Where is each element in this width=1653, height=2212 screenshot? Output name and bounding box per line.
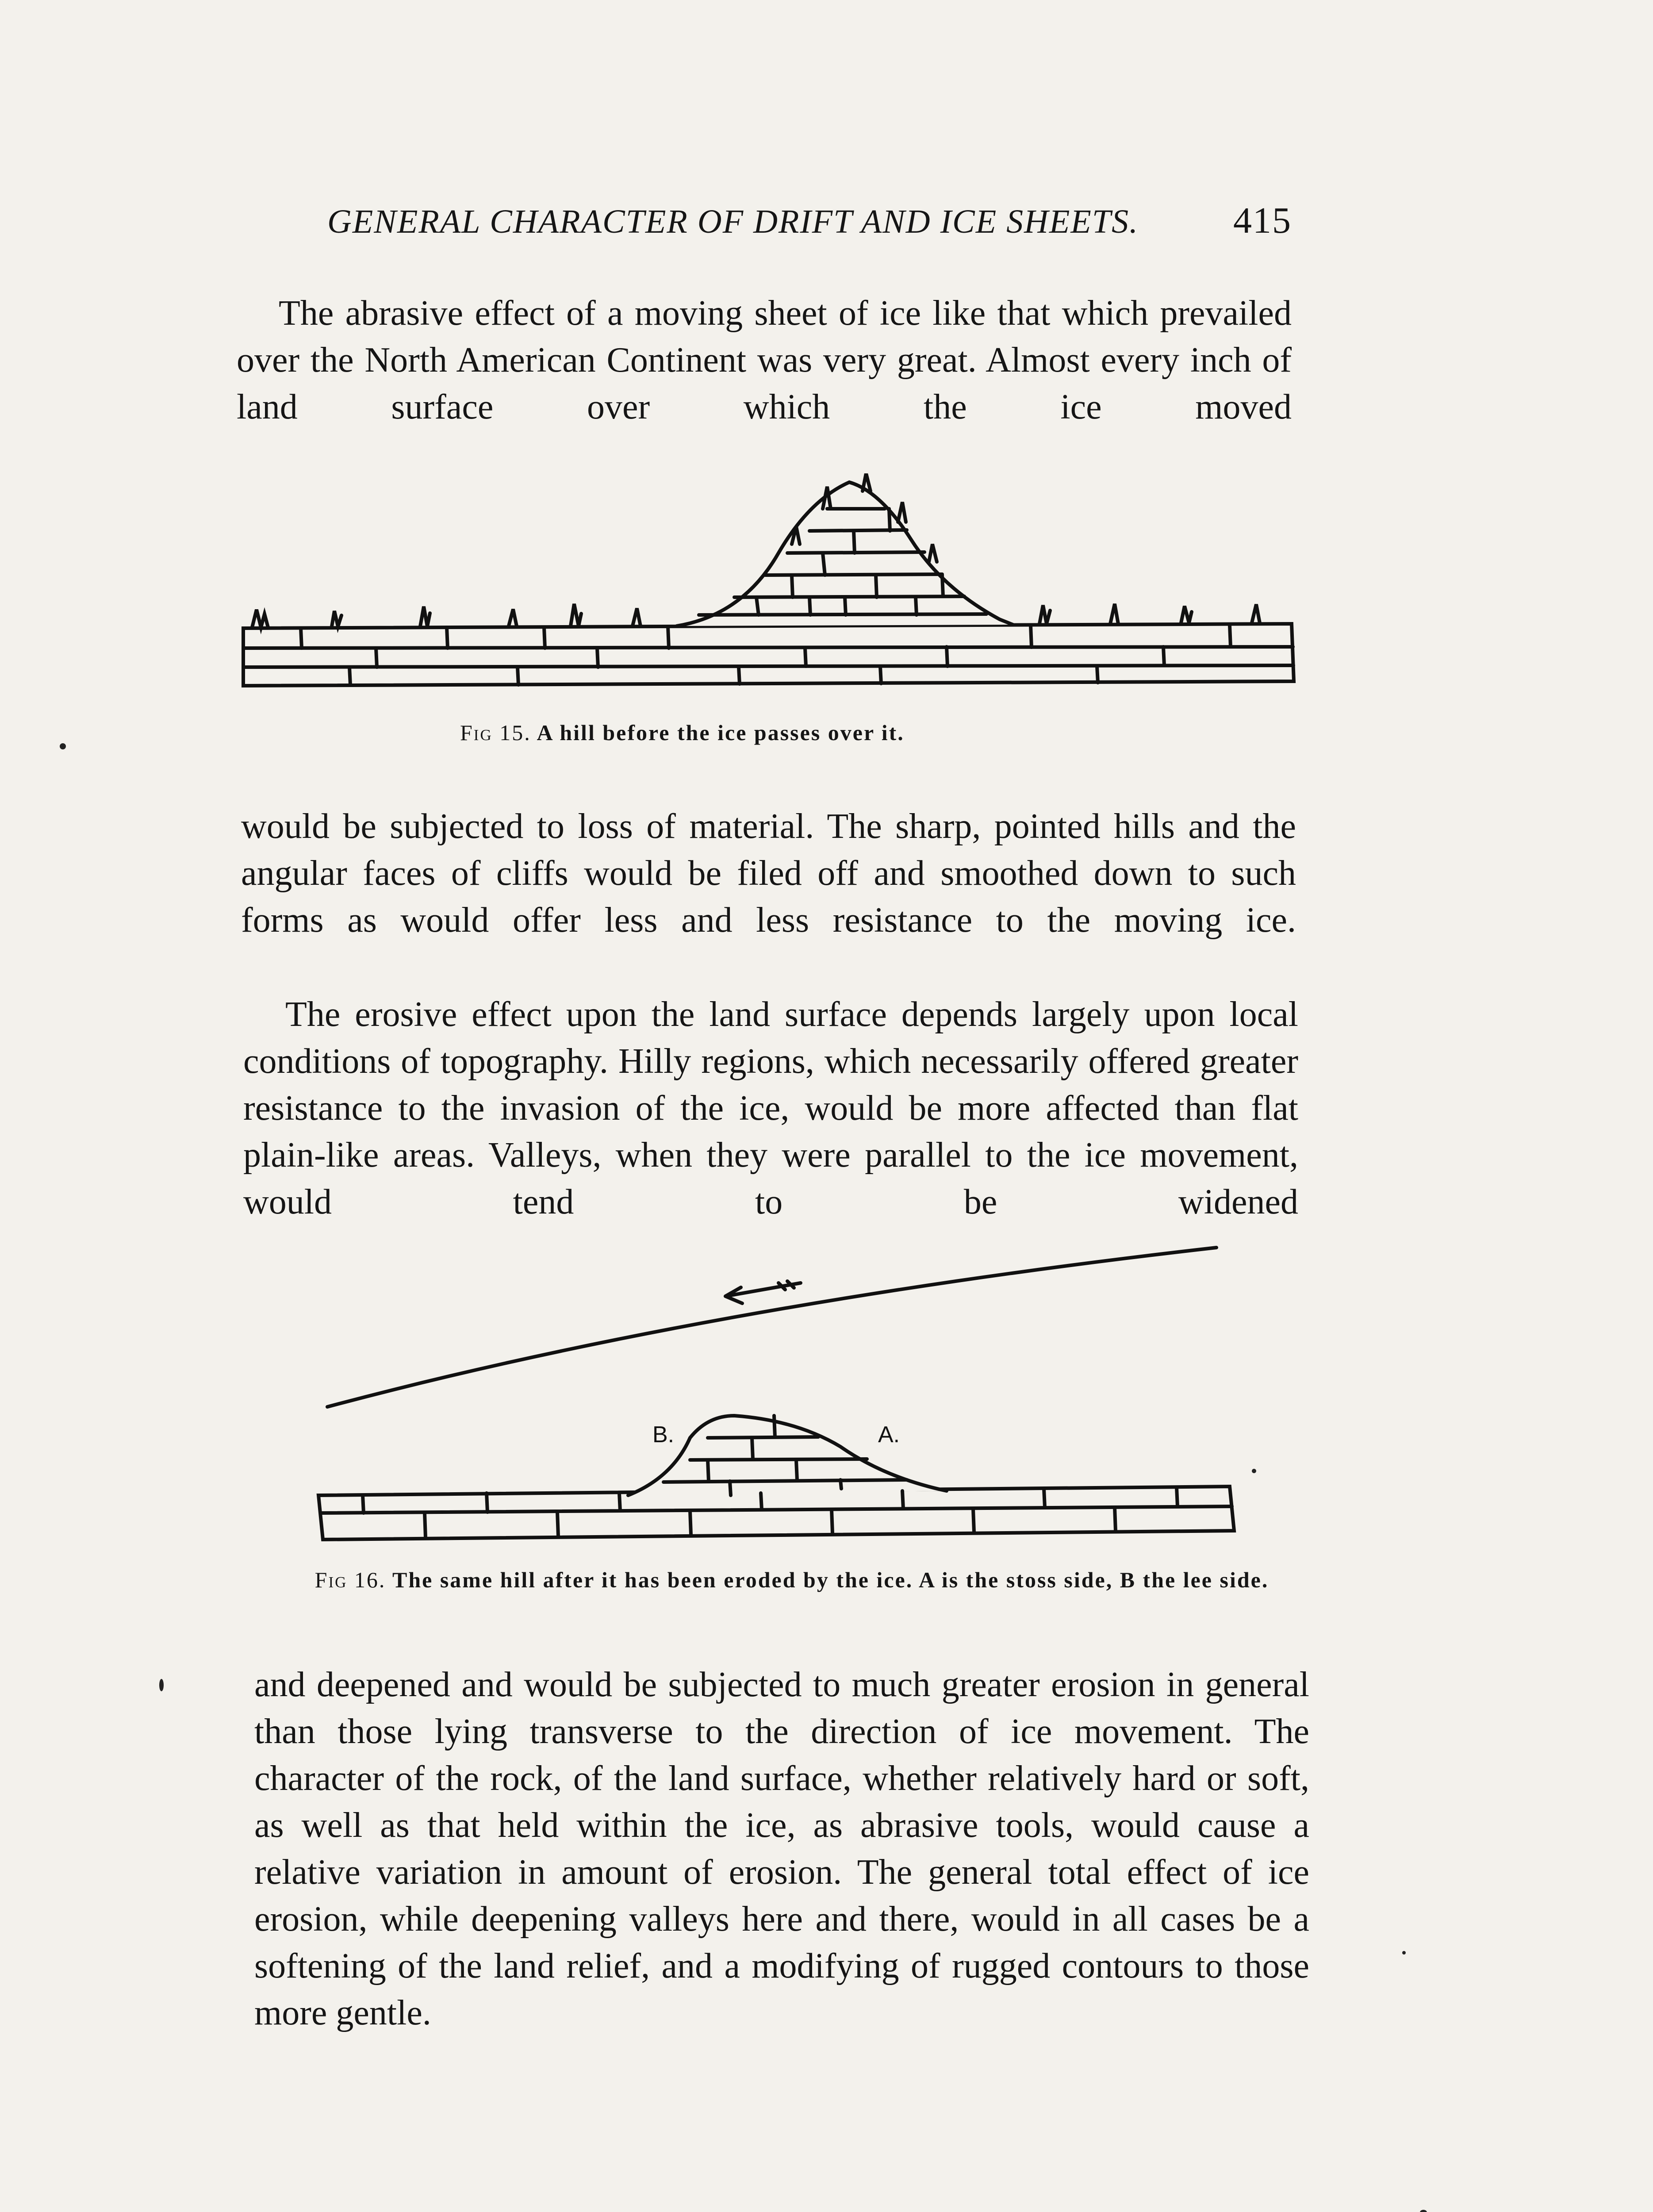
figure-15-caption-text: A hill before the ice passes over it. <box>537 720 905 745</box>
page-number: 415 <box>1233 200 1292 241</box>
figure-16-eroded-hill <box>310 1239 1283 1548</box>
scan-speck <box>60 743 66 749</box>
scan-speck <box>1252 1469 1256 1473</box>
running-head-title: GENERAL CHARACTER OF DRIFT AND ICE SHEETS. <box>327 203 1139 240</box>
figure-15-hill-before-ice <box>234 473 1305 703</box>
figure-16-label: Fig 16. <box>314 1567 386 1592</box>
paragraph-2: would be subjected to loss of material. The sharp, pointed hills and the angular faces of cliffs would be filed off and smoothed down to such forms as would offer less and less resistance to the moving ice. <box>241 807 1296 940</box>
figure-15-caption <box>460 719 905 746</box>
running-head <box>327 199 1292 242</box>
figure-16-label-a: A. <box>878 1422 900 1448</box>
scan-speck <box>159 1679 164 1691</box>
figure-16-caption-text: The same hill after it has been eroded by the ice. A is the stoss side, B the lee side. <box>392 1567 1269 1592</box>
scan-speck <box>1420 2210 1427 2212</box>
paragraph-1: The abrasive effect of a moving sheet of ice like that which prevailed over the North American Continent was very great. Almost every inch of land surface over which the ice moved <box>237 294 1292 426</box>
figure-15-label: Fig 15. <box>460 720 531 745</box>
scan-speck <box>1402 1951 1406 1955</box>
paragraph-4: and deepened and would be subjected to much greater erosion in general than those lying transverse to the direction of ice movement. The character of the rock, of the land surface, whether relatively hard or soft, as well as that held within the ice, as abrasive tools, would cause a relative variation in amount of erosion. The general total effect of ice erosion, while deepening valleys here and there, would in all cases be a softening of the land relief, and a modifying of rugged contours to those more gentle. <box>254 1665 1309 2032</box>
figure-16-caption <box>274 1566 1309 1594</box>
paragraph-3: The erosive effect upon the land surface depends largely upon local conditions of topography. Hilly regions, which necessarily offered greater resistance to the invasion of the ice, would be more affected than flat plain-like areas. Valleys, when they were parallel to the ice movement, would tend to be widened <box>243 995 1298 1221</box>
figure-16-label-b: B. <box>652 1422 675 1448</box>
